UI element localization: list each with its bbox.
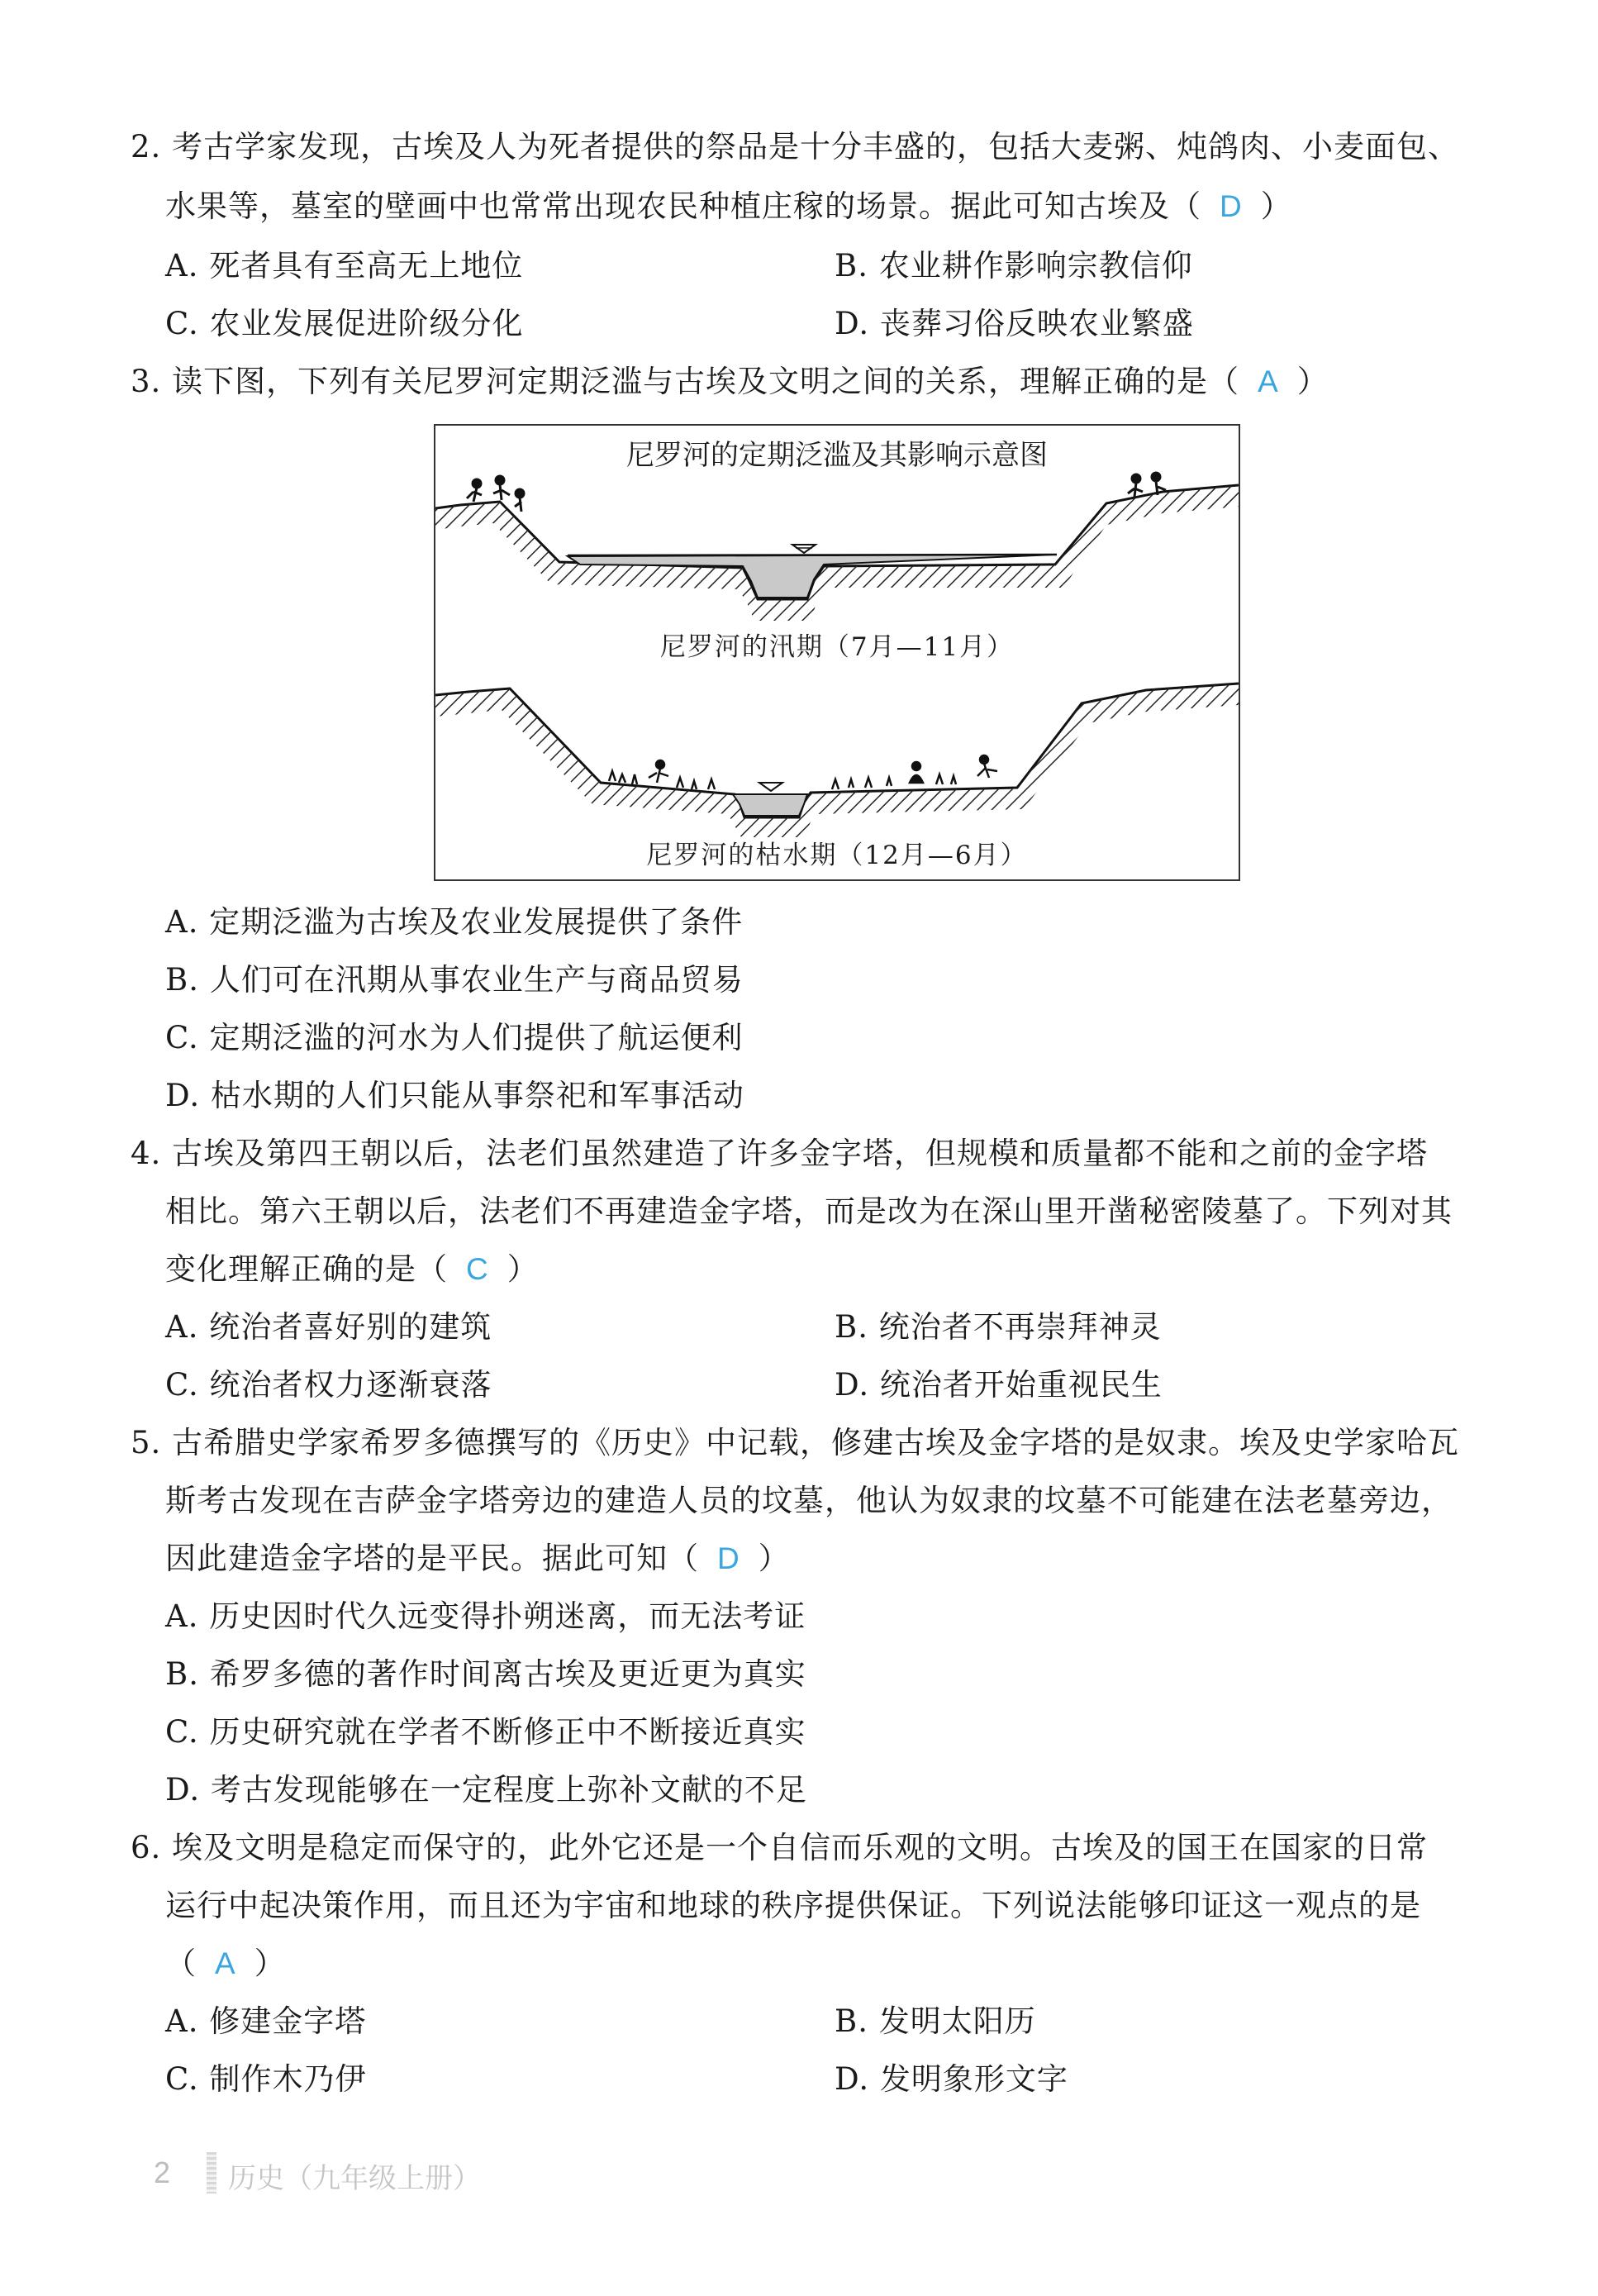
- question-2-close: ）: [1260, 188, 1292, 224]
- question-3-option-d: D. 枯水期的人们只能从事祭祀和军事活动: [165, 1078, 744, 1113]
- question-6-stem-end: （: [165, 1946, 197, 1981]
- page-number: 2: [154, 2155, 171, 2189]
- question-6-line-2: 运行中起决策作用，而且还为宇宙和地球的秩序提供保证。下列说法能够印证这一观点的是: [165, 1888, 1421, 1923]
- crops-and-farmers: [609, 755, 997, 789]
- question-6-answer: A: [215, 1946, 236, 1980]
- footer-divider: [207, 2152, 216, 2194]
- question-2-stem-end: 水果等，墓室的壁画中也常常出现农民种植庄稼的场景。据此可知古埃及（: [165, 188, 1201, 224]
- question-2-option-c: C. 农业发展促进阶级分化: [165, 306, 524, 341]
- question-2-option-b: B. 农业耕作影响宗教信仰: [835, 248, 1193, 283]
- question-6-line-3: [165, 1944, 286, 1984]
- question-4-option-c: C. 统治者权力逐渐衰落: [165, 1367, 492, 1403]
- question-3-option-b: B. 人们可在汛期从事农业生产与商品贸易: [165, 962, 744, 998]
- dry-season-caption: 尼罗河的枯水期（12月—6月）: [646, 841, 1028, 870]
- question-5-answer: D: [717, 1541, 740, 1575]
- dry-season-profile: [435, 684, 1239, 837]
- question-4-stem-end: 变化理解正确的是（: [165, 1251, 448, 1287]
- question-6-close: ）: [254, 1946, 286, 1981]
- question-4-close: ）: [507, 1251, 539, 1287]
- question-2-line-1: 2. 考古学家发现，古埃及人为死者提供的祭品是十分丰盛的，包括大麦粥、炖鸽肉、小麦面包、: [131, 129, 1460, 164]
- question-2-option-d: D. 丧葬习俗反映农业繁盛: [835, 306, 1194, 341]
- question-3-option-a: A. 定期泛滥为古埃及农业发展提供了条件: [165, 904, 744, 940]
- question-4-line-1: 4. 古埃及第四王朝以后，法老们虽然建造了许多金字塔，但规模和质量都不能和之前的金字塔: [131, 1136, 1429, 1171]
- question-2-answer: D: [1220, 189, 1243, 223]
- flood-season-caption: 尼罗河的汛期（7月—11月）: [659, 632, 1015, 662]
- question-5-line-1: 5. 古希腊史学家希罗多德撰写的《历史》中记载，修建古埃及金字塔的是奴隶。埃及史学家哈瓦: [131, 1425, 1460, 1460]
- question-4-option-b: B. 统治者不再崇拜神灵: [835, 1309, 1162, 1345]
- question-4-answer: C: [466, 1252, 489, 1286]
- question-3-stem: 3. 读下图，下列有关尼罗河定期泛滥与古埃及文明之间的关系，理解正确的是（: [131, 364, 1240, 399]
- question-4-line-2: 相比。第六王朝以后，法老们不再建造金字塔，而是改为在深山里开凿秘密陵墓了。下列对其: [165, 1193, 1453, 1229]
- question-4-option-d: D. 统治者开始重视民生: [835, 1367, 1163, 1403]
- question-5-line-2: 斯考古发现在吉萨金字塔旁边的建造人员的坟墓，他认为奴隶的坟墓不可能建在法老墓旁边，: [165, 1483, 1453, 1518]
- question-5-option-b: B. 希罗多德的著作时间离古埃及更近更为真实: [165, 1656, 806, 1692]
- water-level-marker: [792, 545, 816, 553]
- question-4-line-3: [165, 1250, 539, 1289]
- question-6-option-c: C. 制作木乃伊: [165, 2061, 367, 2097]
- flood-season-profile: [435, 473, 1239, 621]
- question-5-stem-end: 因此建造金字塔的是平民。据此可知（: [165, 1541, 699, 1576]
- question-5-close: ）: [758, 1541, 790, 1576]
- question-4-option-a: A. 统治者喜好别的建筑: [165, 1309, 492, 1345]
- question-5-option-a: A. 历史因时代久远变得扑朔迷离，而无法考证: [165, 1598, 806, 1634]
- dry-water-level-marker: [759, 783, 782, 791]
- question-2-line-2: [165, 187, 1292, 226]
- question-3-answer: A: [1258, 364, 1279, 398]
- question-6-option-a: A. 修建金字塔: [165, 2003, 367, 2039]
- question-3-close: ）: [1296, 364, 1329, 399]
- question-3-line-1: [131, 362, 1329, 402]
- diagram-title: 尼罗河的定期泛滥及其影响示意图: [626, 439, 1048, 472]
- question-5-option-c: C. 历史研究就在学者不断修正中不断接近真实: [165, 1714, 806, 1750]
- question-6-option-d: D. 发明象形文字: [835, 2061, 1068, 2097]
- question-5-line-3: [165, 1539, 790, 1579]
- question-5-option-d: D. 考古发现能够在一定程度上弥补文献的不足: [165, 1772, 807, 1808]
- question-6-line-1: 6. 埃及文明是稳定而保守的，此外它还是一个自信而乐观的文明。古埃及的国王在国家的日常: [131, 1830, 1429, 1865]
- book-title: 历史（九年级上册）: [228, 2162, 481, 2195]
- question-3-option-c: C. 定期泛滥的河水为人们提供了航运便利: [165, 1020, 744, 1055]
- question-6-option-b: B. 发明太阳历: [835, 2003, 1036, 2039]
- nile-flood-diagram: [434, 424, 1240, 881]
- question-2-option-a: A. 死者具有至高无上地位: [165, 248, 524, 283]
